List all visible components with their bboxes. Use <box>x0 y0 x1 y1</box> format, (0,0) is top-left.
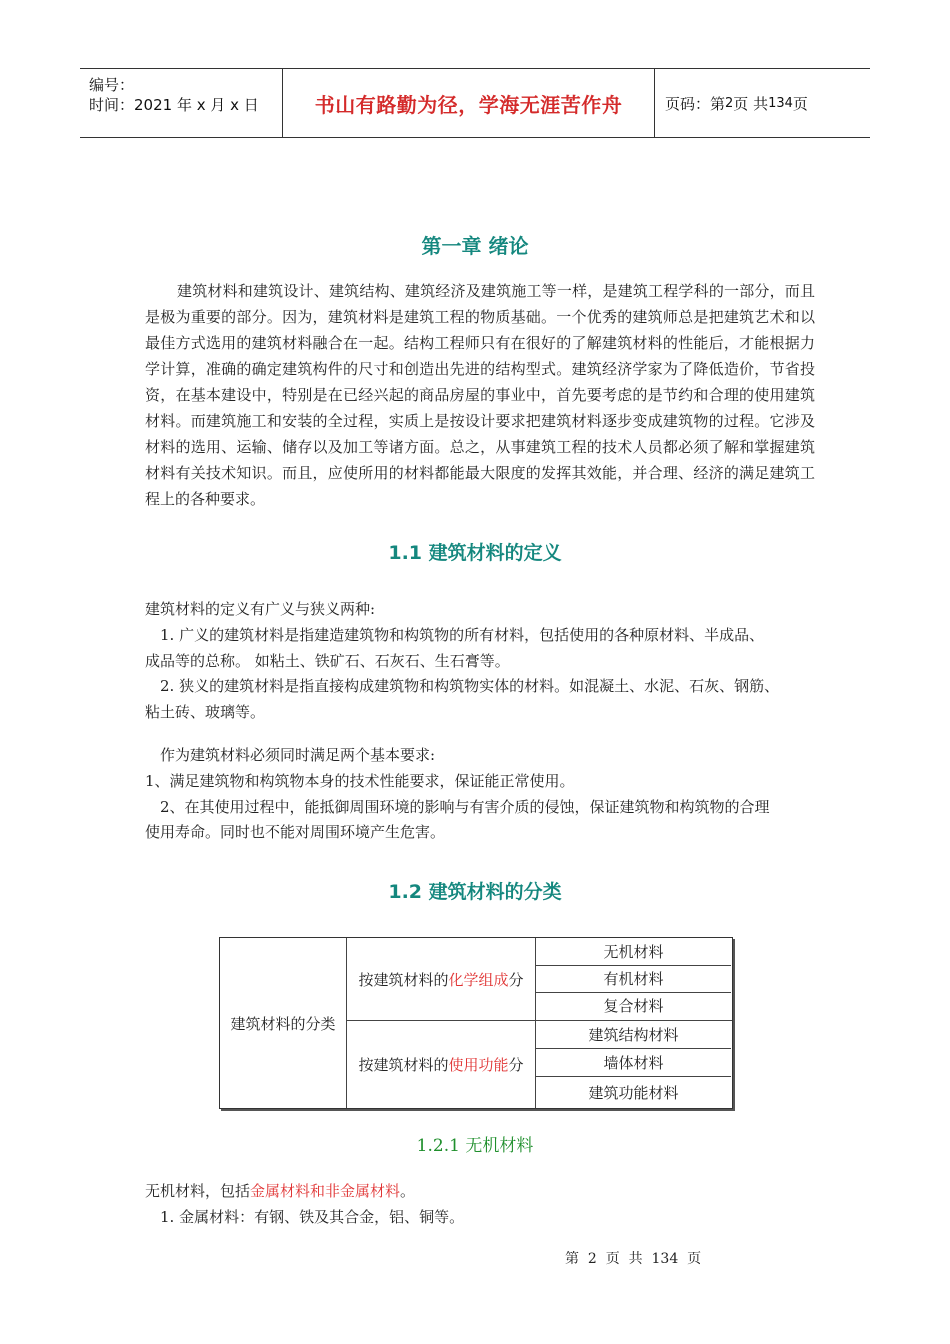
header-divider <box>654 69 655 137</box>
table-leaf: 有机材料 <box>603 970 664 988</box>
requirement-1: 1、满足建筑物和构筑物本身的技术性能要求，保证能正常使用。 <box>145 772 575 790</box>
header-meta <box>89 75 259 115</box>
inorganic-lead <box>145 1180 415 1201</box>
definition-item-2: 2. 狭义的建筑材料是指直接构成建筑物和构筑物实体的材料。如混凝土、水泥、石灰、钢筋、 <box>160 677 780 695</box>
definition-lead: 建筑材料的定义有广义与狭义两种: <box>145 600 376 618</box>
group-prefix: 按建筑材料的 <box>358 970 449 989</box>
table-leaf: 建筑结构材料 <box>588 1026 679 1044</box>
intro-paragraph: 建筑材料和建筑设计、建筑结构、建筑经济及建筑施工等一样，是建筑工程学科的一部分，而且是极为重要的部分。因为，建筑材料是建筑工程的物质基础。一个优秀的建筑师总是把建筑艺术和以最佳方式选用的建筑材料融合在一起。结构工程师只有在很好的了解建筑材料的性能后，才能根据力学计算，准确的确定建筑构件的尺寸和创造出先进的结构型式。建筑经济学家为了降低造价，节省投资，在基本建设中，特别是在已经兴起的商品房屋的事业中，首先要考虑的是节约和合理的使用建筑材料。而建筑施工和安装的全过程，实质上是按设计要求把建筑材料逐步变成建筑物的过程。它涉及材料的选用、运输、储存以及加工等诸方面。总之，从事建筑工程的技术人员都必须了解和掌握建筑材料有关技术知识。而且，应使所用的材料都能最大限度的发挥其效能，并合理、经济的满足建筑工程上的各种要求。 <box>145 282 815 508</box>
table-leaf: 建筑功能材料 <box>588 1084 679 1102</box>
group-prefix: 按建筑材料的 <box>358 1055 449 1074</box>
group-suffix: 分 <box>508 970 524 989</box>
section-1-1-title: 1.1 建筑材料的定义 <box>388 542 562 564</box>
page-footer: 第 2 页 共 134 页 <box>565 1251 702 1267</box>
inorganic-lead-prefix: 无机材料，包括 <box>145 1182 251 1200</box>
page-mid: 页 共 <box>733 94 769 113</box>
inorganic-item-1: 1. 金属材料：有钢、铁及其合金，铝、铜等。 <box>160 1208 465 1226</box>
table-group-chemical <box>347 938 535 1020</box>
table-group-function <box>347 1020 535 1108</box>
page-total: 134 <box>768 95 793 111</box>
header-page-info <box>665 69 808 137</box>
inorganic-lead-key: 金属材料和非金属材料 <box>250 1182 401 1200</box>
section-1-2-title: 1.2 建筑材料的分类 <box>388 881 562 903</box>
section-1-2-1-title: 1.2.1 无机材料 <box>416 1136 534 1156</box>
group-suffix: 分 <box>508 1055 524 1074</box>
page-prefix: 页码：第 <box>665 94 726 113</box>
classification-table <box>219 937 733 1109</box>
code-label: 编号： <box>89 76 135 94</box>
page-current: 2 <box>725 95 734 111</box>
page-suffix: 页 <box>792 94 808 113</box>
table-leaf: 复合材料 <box>603 997 664 1015</box>
definition-item-1: 1. 广义的建筑材料是指建造建筑物和构筑物的所有材料，包括使用的各种原材料、半成品、 <box>160 626 765 644</box>
document-header <box>80 68 870 138</box>
group-key: 化学组成 <box>448 970 509 989</box>
table-leaf: 墙体材料 <box>603 1054 664 1072</box>
requirement-2-cont: 使用寿命。同时也不能对周围环境产生危害。 <box>145 823 446 841</box>
requirement-2: 2、在其使用过程中，能抵御周围环境的影响与有害介质的侵蚀，保证建筑物和构筑物的合理 <box>160 798 770 816</box>
group-key: 使用功能 <box>448 1055 509 1074</box>
table-leaf: 无机材料 <box>603 943 664 961</box>
time-label: 时间：2021 年 x 月 x 日 <box>89 96 259 114</box>
inorganic-lead-suffix: 。 <box>400 1182 416 1200</box>
table-root-cell: 建筑材料的分类 <box>230 1014 336 1033</box>
definition-item-2-cont: 粘土砖、玻璃等。 <box>145 703 266 721</box>
chapter-title: 第一章 绪论 <box>421 234 529 258</box>
requirement-lead: 作为建筑材料必须同时满足两个基本要求: <box>160 746 436 764</box>
definition-item-1-cont: 成品等的总称。 如粘土、铁矿石、石灰石、生石膏等。 <box>145 652 510 670</box>
header-motto: 书山有路勤为径，学海无涯苦作舟 <box>314 92 623 117</box>
